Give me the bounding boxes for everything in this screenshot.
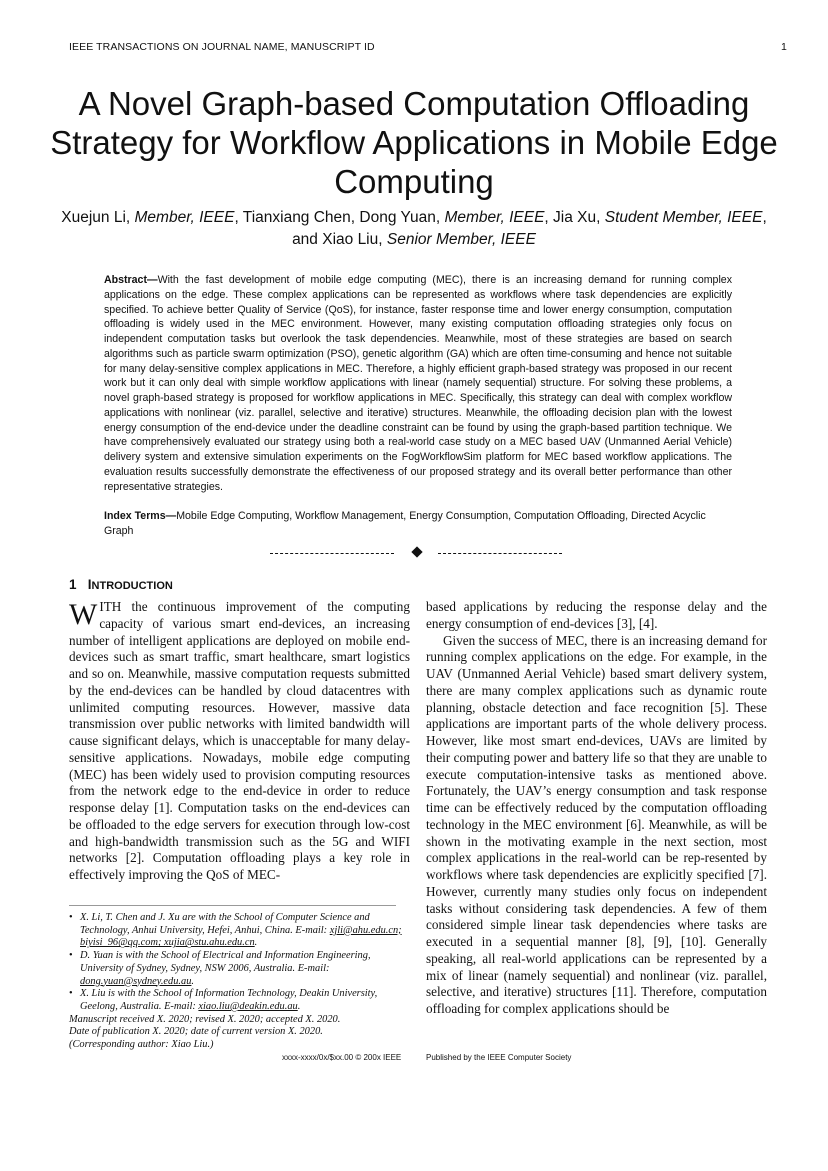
left-column (69, 599, 410, 884)
footnote-item (69, 912, 410, 950)
abstract-text: With the fast development of mobile edge computing (MEC), there is an increasing demand for running complex applications on the edge. These complex applications can be represented as workflows where task dependencies are explicitly specified. To achieve better Quality of Service (QoS), for instance, faster response time and lower energy consumption, computation offloading is widely used in the MEC environment. However, many existing computation offloading strategies only focus on independent computation tasks but overlook the task dependencies. Meanwhile, most of these strategies are based on search algorithms such as particle swarm optimization (PSO), genetic algorithm (GA) which are often time-consuming and hence not suitable for many delay-sensitive complex applications in MEC. Therefore, a highly efficient graph-based strategy was proposed in our recent work but it can only deal with simple workflow applications with linear (namely sequential) structure. For solving these problems, a novel graph-based strategy is proposed for workflow applications in MEC. Specifically, this strategy can deal with complex workflow applications with nonlinear (viz. parallel, selective and iterative) structures. Meanwhile, the offloading decision plan with the lowest energy consumption of the end-device under the deadline constraint can be found by using the graph-based partition technique. We have comprehensively evaluated our strategy using both a real-world case study on a MEC based UAV (Unmanned Aerial Vehicle) delivery system and extensive simulation experiments on the FogWorkflowSim platform for MEC based workflow applications. The evaluation results successfully demonstrate the effectiveness of our proposed strategy and its overall better performance than other representative strategies. (104, 274, 732, 493)
page-number: 1 (781, 41, 787, 53)
author-name: Xiao Liu (322, 231, 379, 248)
footnote-end: . (191, 975, 195, 987)
email-link[interactable]: xiao.liu@deakin.edu.au (198, 1000, 298, 1012)
bullet-icon: • (69, 950, 73, 962)
footnote-rule (69, 905, 396, 906)
manuscript-line: Date of publication X. 2020; date of current version X. 2020. (69, 1026, 323, 1038)
abstract-label: Abstract— (104, 274, 158, 286)
abstract (104, 273, 732, 494)
author-role: Member, IEEE (134, 209, 235, 226)
footnote-text: D. Yuan is with the School of Electrical and Information Engineering, University of Sydney, Sydney, NSW 2006, Australia. E-mail: (80, 950, 371, 974)
section-heading (69, 577, 173, 592)
footer-copyright: xxxx-xxxx/0x/$xx.00 © 200x IEEE (282, 1053, 402, 1062)
footnote-text: X. Liu is with the School of Information Technology, Deakin University, Geelong, Australia. E-mail: (80, 988, 378, 1012)
footnote-item (69, 950, 410, 988)
index-terms (104, 509, 732, 539)
author-name: Xuejun Li (61, 209, 126, 226)
bullet-icon: • (69, 988, 73, 1000)
divider-dash-left (270, 553, 394, 554)
manuscript-line: Manuscript received X. 2020; revised X. 2020; accepted X. 2020. (69, 1013, 341, 1025)
author-name: Dong Yuan (359, 209, 436, 226)
section-number: 1 (69, 577, 77, 592)
footnotes (69, 912, 410, 1052)
divider-dash-right (438, 553, 562, 554)
author-role: Member, IEEE (444, 209, 545, 226)
footnote-item (69, 988, 410, 1013)
body-paragraph (69, 599, 410, 884)
author-name: Jia Xu (553, 209, 597, 226)
bullet-icon: • (69, 912, 73, 923)
divider-diamond (411, 546, 422, 557)
manuscript-line: (Corresponding author: Xiao Liu.) (69, 1039, 214, 1051)
drop-cap: W (69, 598, 98, 631)
email-link[interactable]: xjli@ahu.edu.cn; biyisi_96@qq.com; xujia@stu.ahu.edu.cn (80, 924, 402, 949)
paragraph-text: ITH the continuous improvement of the computing capacity of various smart end-devices, an increasing number of intelligent applications are deployed on mobile end-devices such as smart traffic, smart healthcare, smart logistics and so on. Meanwhile, massive computation requests submitted by the end-devices can be handled by cloud datacentres with unlimited computing resources. However, massive data transmission over public networks with limited bandwidth will cause significant delays, which is unacceptable for many delay-sensitive applications. Nowadays, mobile edge computing (MEC) has been widely used to provision computing resources from the network edge to the end-device in order to reduce response delay [1]. Computation tasks on the end-devices can be offloaded to the edge servers for execution through low-cost and high-bandwidth transmission such as the 5G and WIFI networks [2]. Computation offloading plays a key role in effectively improving the QoS of MEC- (69, 599, 410, 882)
footer-publisher: Published by the IEEE Computer Society (426, 1053, 572, 1062)
footnote-end: . (254, 937, 258, 949)
author-list: Xuejun Li, Member, IEEE, Tianxiang Chen, Dong Yuan, Member, IEEE, Jia Xu, Student Member, IEEE, and Xiao Liu, Senior Member, IEEE (61, 209, 767, 248)
journal-header: IEEE TRANSACTIONS ON JOURNAL NAME, MANUSCRIPT ID (69, 41, 375, 53)
email-link[interactable]: dong.yuan@sydney.edu.au (80, 975, 192, 987)
section-title-first: I (87, 577, 92, 592)
body-paragraph: based applications by reducing the response delay and the energy consumption of end-devices [3], [4]. (426, 599, 767, 631)
section-title-rest: NTRODUCTION (91, 580, 173, 592)
index-terms-label: Index Terms— (104, 510, 177, 522)
paper-title: A Novel Graph-based Computation Offloading Strategy for Workflow Applications in Mobile Edge Computing (50, 85, 778, 200)
index-terms-text: Mobile Edge Computing, Workflow Management, Energy Consumption, Computation Offloading, Directed Acyclic Graph (104, 510, 706, 537)
footnote-end: . (297, 1000, 301, 1012)
footnote-text: X. Li, T. Chen and J. Xu are with the School of Computer Science and Technology, Anhui University, Hefei, Anhui, China. E-mail: (80, 912, 370, 936)
body-paragraph: Given the success of MEC, there is an increasing demand for running complex applications on the edge. For example, in the UAV (Unmanned Aerial Vehicle) based smart delivery system, there are many complex applications such as dynamic route planning, obstacle detection and face recognition [5]. These applications are important parts of the whole delivery process. However, like most smart end-devices, UAVs are limited by their computing power and battery life so that they are unable to execute computation-intensive tasks as mentioned above. Fortunately, the UAV’s energy consumption and task response time can be effectively reduced by the computation offloading technology in the MEC environment [6]. Meanwhile, as will be shown in the motivating example in the next section, most complex applications in the real-world can be rep-resented by workflows where task dependencies are explicitly specified [7]. However, currently many studies only focus on independent tasks without considering task dependencies. A few of them considered simple linear task dependencies where tasks are executed in a sequential manner [8], [9], [10]. Generally speaking, all real-world applications can be represented by a mix of linear (namely sequential) and nonlinear (viz. parallel, selective, and iterative) structures [11]. Therefore, computation offloading for complex applications should be (426, 632, 767, 1016)
section-divider (270, 547, 566, 561)
author-name: Tianxiang Chen (242, 209, 351, 226)
author-role: Senior Member, IEEE (386, 231, 536, 248)
author-role: Student Member, IEEE (604, 209, 763, 226)
right-column (426, 599, 767, 1018)
